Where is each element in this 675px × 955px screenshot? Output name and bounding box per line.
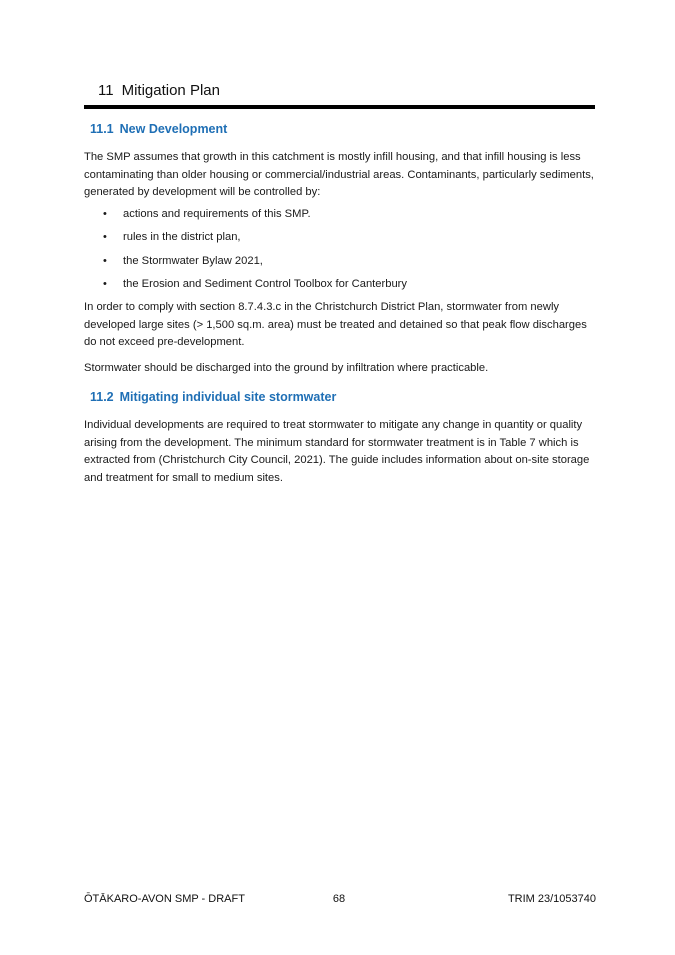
list-item-text: rules in the district plan, [123,231,241,244]
list-item-text: the Stormwater Bylaw 2021, [123,254,263,267]
section-heading [98,82,220,99]
footer-document-title: ŌTĀKARO-AVON SMP - DRAFT [84,893,245,905]
bullet-list [84,206,599,299]
list-item [84,253,599,276]
compliance-paragraph: In order to comply with section 8.7.4.3.c in the Christchurch District Plan, stormwater from newly developed large sites (> 1,500 sq.m. area) must be treated and detained so that peak flow discharges do not exceed pre-development. [84,301,587,348]
bullet-icon: • [103,277,107,290]
bullet-icon: • [103,208,107,220]
footer-trim-reference: TRIM 23/1053740 [507,893,596,905]
subsection-heading-new-development [90,122,227,136]
subsection-number: 11.2 [90,390,114,404]
subsection-heading-site-stormwater [90,390,336,404]
intro-paragraph: The SMP assumes that growth in this catchment is mostly infill housing, and that infill housing is less contaminating than older housing or commercial/industrial areas. Contaminants, particularly sediments, generated by development will be controlled by: [84,151,594,198]
infiltration-paragraph: Stormwater should be discharged into the ground by infiltration where practicable. [84,362,489,374]
section-heading-title: Mitigation Plan [121,82,220,99]
subsection-title: New Development [119,122,228,136]
site-stormwater-paragraph: Individual developments are required to treat stormwater to mitigate any change in quantity or quality arising from the development. The minimum standard for stormwater treatment is in Table 7 which is extracted from (Christchurch City Council, 2021). The guide includes information about on-site storage and treatment for small to medium sites. [84,419,590,484]
subsection-title: Mitigating individual site stormwater [119,390,337,404]
list-item-text: actions and requirements of this SMP. [123,208,311,220]
list-item-text: the Erosion and Sediment Control Toolbox for Canterbury [123,277,407,290]
bullet-icon: • [103,231,107,244]
section-heading-number: 11 [98,82,114,99]
list-item [84,206,599,229]
heading-rule [84,105,595,109]
list-item [84,229,599,252]
bullet-icon: • [103,254,107,267]
footer-page-number: 68 [332,893,346,905]
list-item [84,276,599,299]
subsection-number: 11.1 [90,122,114,136]
